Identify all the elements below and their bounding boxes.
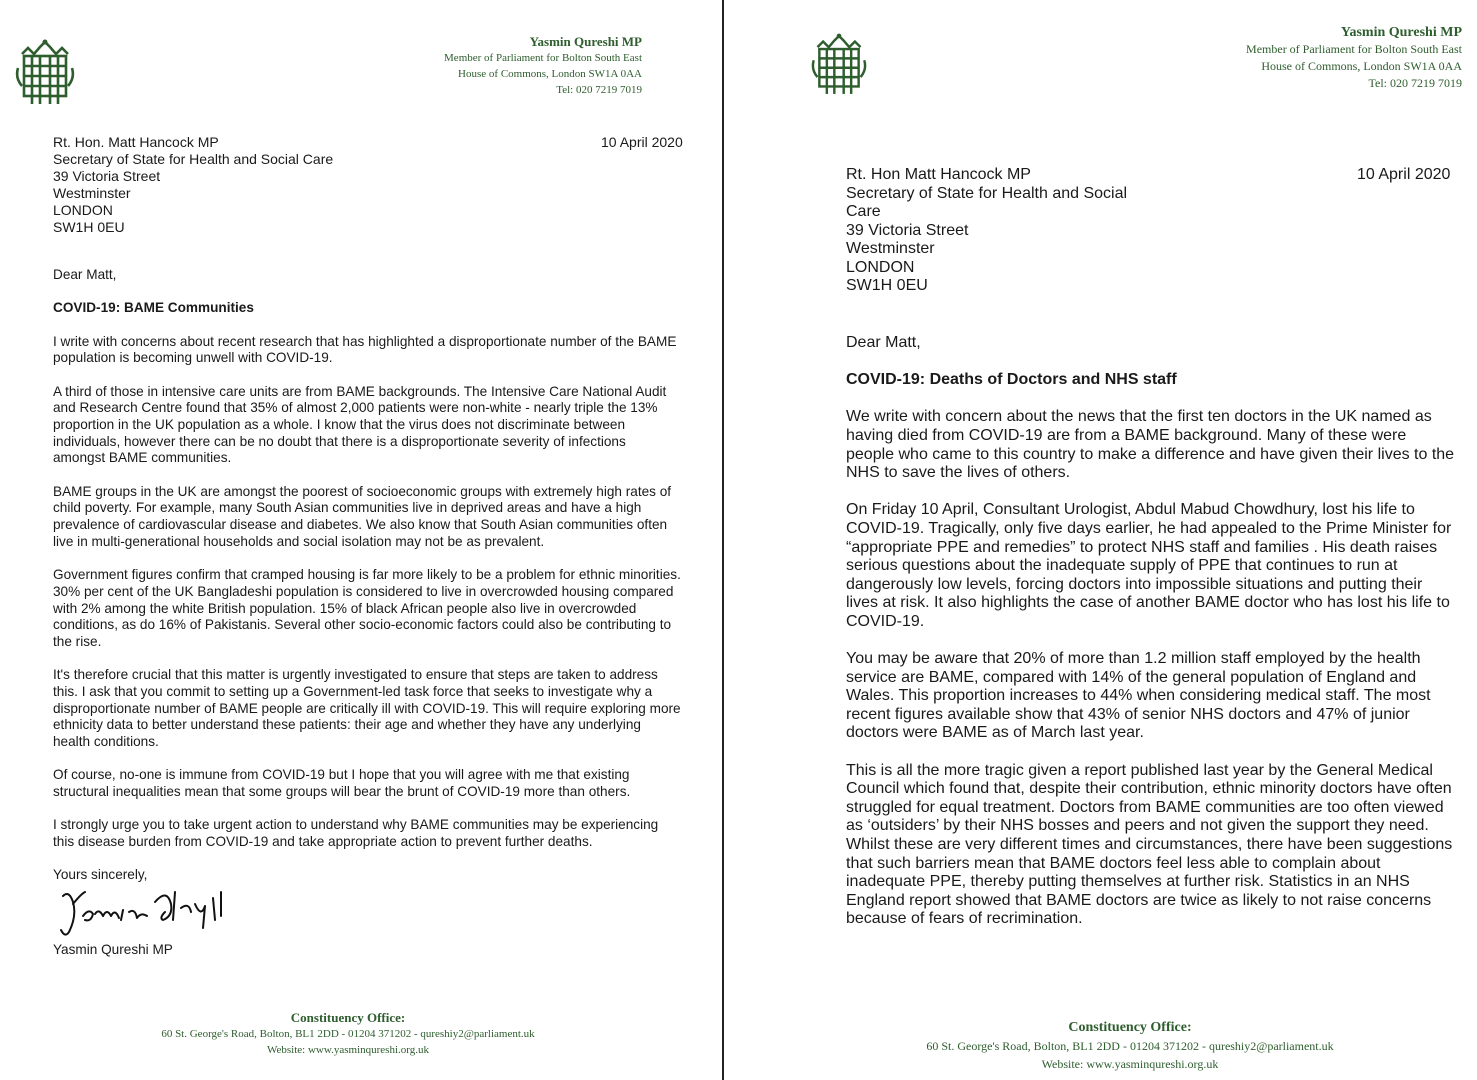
address-line: SW1H 0EU [53, 219, 125, 235]
mp-letterhead [1246, 24, 1462, 92]
recipient-address [846, 166, 1127, 296]
address-line: 39 Victoria Street [846, 221, 969, 239]
body-paragraph: This is all the more tragic given a report published last year by the General Medical Council which found that, despite their contribution, ethnic minority doctors have often struggled for equal treatment. Doctors from BAME communities are too often viewed as ‘outsiders’ by their NHS bosses and peers and not given the support they need. Whilst these are very different times and circumstances, there have been suggestions that such barriers mean that BAME doctors feel less able to complain about inadequate PPE, thereby putting themselves at further risk. Statistics in an NHS England report showed that BAME doctors are twice as likely to not raise concerns because of fears of recrimination. [846, 761, 1453, 928]
constituency-footer [60, 1010, 636, 1058]
address-line: LONDON [53, 202, 113, 218]
body-paragraph: I strongly urge you to take urgent action to understand why BAME communities may be experiencing this disease burden from COVID-19 and take appropriate action to prevent further deaths. [53, 817, 659, 850]
constituency-footer [862, 1019, 1398, 1073]
mp-address: House of Commons, London SW1A 0AA [1261, 59, 1462, 73]
page-gap [724, 0, 742, 1080]
body-paragraph: We write with concern about the news that the first ten doctors in the UK named as having died from COVID-19 are from a BAME background. Many of these were people who came to this country to make a difference and have given their lives to the NHS to save the lives of others. [846, 408, 1455, 482]
address-line: SW1H 0EU [846, 277, 928, 294]
subject-line: COVID-19: Deaths of Doctors and NHS staff [846, 371, 1177, 389]
footer-contact: 60 St. George's Road, Bolton, BL1 2DD - 01204 371202 - qureshiy2@parliament.uk [926, 1039, 1334, 1053]
mp-name: Yasmin Qureshi MP [1340, 25, 1462, 40]
body-paragraph: Government figures confirm that cramped housing is far more likely to be a problem for ethnic minorities. 30% per cent of the UK Bangladeshi population is considered to live in overcrowded housing compared with 2% among the white British population. 15% of black African people also live in overcrowded conditions, as do 16% of Pakistanis. Several other socio-economic factors could also be contributing to the rise. [53, 567, 681, 649]
recipient-address [53, 134, 333, 236]
portcullis-icon [810, 30, 868, 98]
address-line: Rt. Hon Matt Hancock MP [846, 166, 1031, 183]
address-line: 39 Victoria Street [53, 168, 161, 184]
mp-phone: Tel: 020 7219 7019 [556, 84, 642, 96]
body-paragraph: On Friday 10 April, Consultant Urologist, Abdul Mabud Chowdhury, lost his life to COVID-19. Tragically, only five days earlier, he had appealed to the Prime Minister for “appropriate PPE and remedies” to protect NHS staff and families . His death raises serious questions about the inadequate supply of PPE that continues to run at dangerously low levels, forcing doctors into impossible situations and putting their lives at risk. It also highlights the case of another BAME doctor who has lost his life to COVID-19. [846, 501, 1452, 630]
letter-date: 10 April 2020 [601, 134, 683, 150]
body-paragraph: I write with concerns about recent research that has highlighted a disproportionate number of the BAME population is becoming unwell with COVID-19. [53, 333, 677, 366]
subject-line: COVID-19: BAME Communities [53, 300, 254, 316]
address-line: Rt. Hon. Matt Hancock MP [53, 134, 219, 150]
letter-body [53, 267, 681, 975]
body-paragraph: BAME groups in the UK are amongst the poorest of socioeconomic groups with extremely high rates of child poverty. For example, many South Asian communities live in deprived areas and have a high prevalence of cardiovascular disease and diabetes. We also know that South Asian communities often live in multi-generational households and social isolation may not be as prevalent. [53, 483, 672, 549]
body-paragraph: Of course, no-one is immune from COVID-19 but I hope that you will agree with me that existing structural inequalities mean that some groups will bear the brunt of COVID-19 more than others. [53, 767, 631, 800]
mp-letterhead [444, 34, 642, 98]
body-paragraph: You may be aware that 20% of more than 1.2 million staff employed by the health service are BAME, compared with 14% of the general population of England and Wales. This proportion increases to 44% when considering medical staff. The most recent figures available show that 43% of senior NHS doctors and 47% of junior doctors were BAME as of March last year. [846, 650, 1431, 742]
footer-title: Constituency Office: [290, 1010, 406, 1025]
mp-constituency: Member of Parliament for Bolton South East [1246, 42, 1462, 56]
salutation: Dear Matt, [846, 334, 921, 351]
mp-name: Yasmin Qureshi MP [529, 34, 642, 49]
portcullis-icon [14, 38, 76, 106]
address-line: LONDON [846, 258, 915, 276]
address-line: Secretary of State for Health and Social [846, 184, 1128, 202]
handwritten-signature [55, 882, 681, 942]
signatory-name: Yasmin Qureshi MP [53, 942, 173, 958]
salutation: Dear Matt, [53, 267, 117, 282]
body-paragraph: It's therefore crucial that this matter is urgently investigated to ensure that steps are taken to address this. I ask that you commit to setting up a Government-led task force that seeks to investigate why a disproportionate number of BAME people are critically ill with COVID-19. This will require exploring more ethnicity data to better understand these patients: their age and whether they have any underlying health conditions. [53, 667, 681, 750]
mp-constituency: Member of Parliament for Bolton South East [444, 52, 642, 64]
letter-date: 10 April 2020 [1357, 166, 1451, 183]
footer-website: Website: www.yasminqureshi.org.uk [267, 1044, 429, 1056]
letter-body [846, 334, 1458, 948]
footer-contact: 60 St. George's Road, Bolton, BL1 2DD - 01204 371202 - qureshiy2@parliament.uk [161, 1028, 535, 1040]
address-line: Secretary of State for Health and Social Care [53, 151, 334, 167]
mp-phone: Tel: 020 7219 7019 [1368, 76, 1462, 90]
address-line: Care [846, 203, 881, 220]
letter-page-left [0, 0, 724, 1080]
address-line: Westminster [53, 185, 131, 201]
letter-page-right [742, 0, 1477, 1080]
closing: Yours sincerely, [53, 867, 148, 883]
footer-website: Website: www.yasminqureshi.org.uk [1041, 1057, 1219, 1071]
body-paragraph: A third of those in intensive care units are from BAME backgrounds. The Intensive Care National Audit and Research Centre found that 35% of almost 2,000 patients were non-white - nearly triple the 13% proportion in the UK population as a whole. I know that the virus does not discriminate between individuals, however there can be no doubt that there is a disproportionate severity of infections amongst BAME communities. [53, 383, 667, 466]
address-line: Westminster [846, 240, 935, 257]
mp-address: House of Commons, London SW1A 0AA [458, 68, 642, 80]
footer-title: Constituency Office: [1068, 1020, 1192, 1035]
